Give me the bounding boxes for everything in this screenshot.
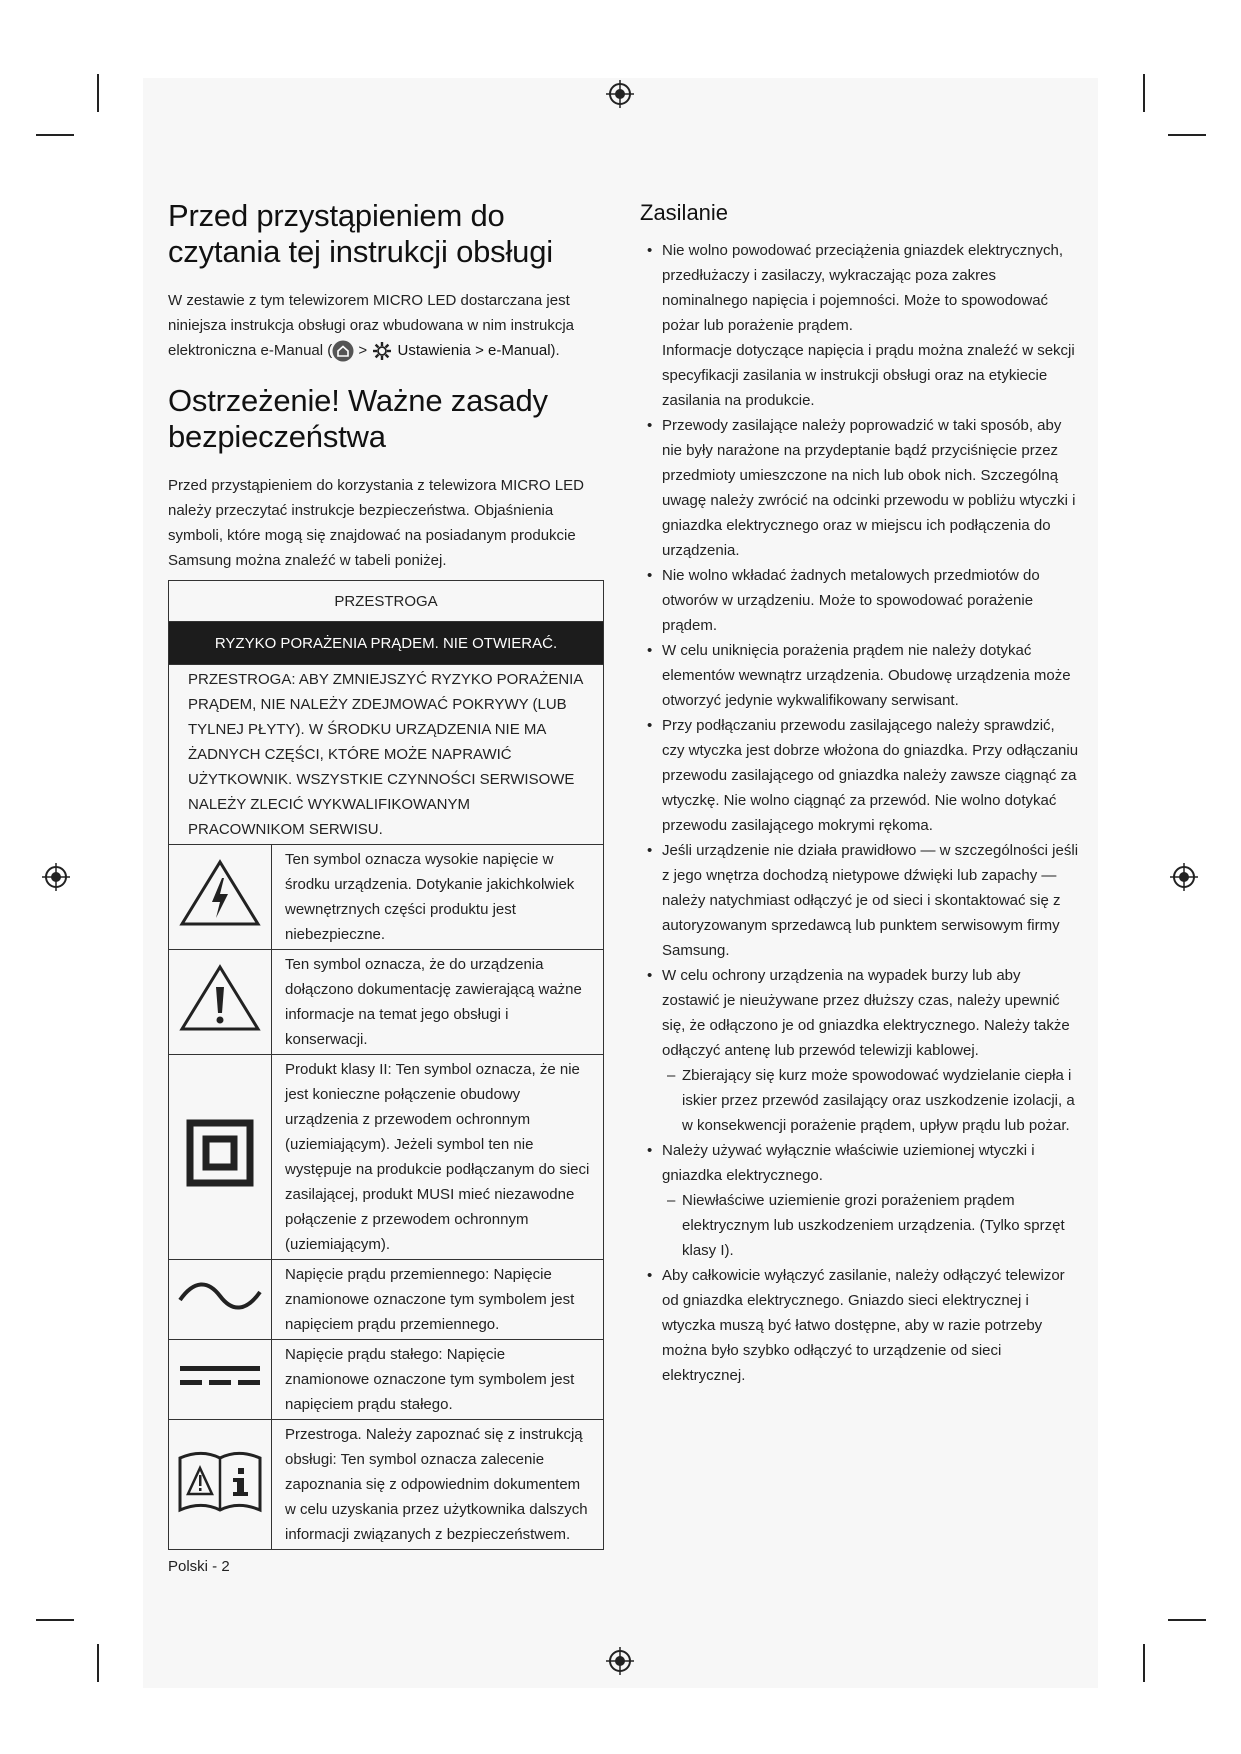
sub-list-item: – Zbierający się kurz może spowodować wydzielanie ciepła i iskier przez przewód zasilający oraz uszkodzenie izolacji, a w konsekwencji porażenie prądem, upływ prądu lub pożar. [662, 1063, 1080, 1138]
crop-mark [36, 134, 74, 136]
symbol-description: Produkt klasy II: Ten symbol oznacza, że nie jest konieczne połączenie obudowy urządzenia z przewodem ochronnym (uziemiającym). Jeżeli symbol ten nie występuje na produkcie podłączanym do sieci zasilającej, produkt MUSI mieć niezawodne połączenie z przewodem ochronnym (uziemiającym). [272, 1055, 604, 1260]
registration-mark-icon [1169, 862, 1199, 892]
home-icon [332, 340, 354, 362]
class-ii-icon [185, 1118, 255, 1188]
section-title-warning: Ostrzeżenie! Ważne zasady bezpieczeństwa [168, 383, 548, 454]
page-footer: Polski - 2 [168, 1558, 230, 1575]
high-voltage-icon [178, 858, 262, 928]
symbol-description: Przestroga. Należy zapoznać się z instrukcją obsługi: Ten symbol oznacza zalecenie zapoznania się z odpowiednim dokumentem w celu uzyskania przez użytkownika dalszych informacji związanych z bezpieczeństwem. [272, 1420, 604, 1550]
settings-path: Ustawienia > e-Manual [397, 342, 551, 359]
list-item: • Przewody zasilające należy poprowadzić w taki sposób, aby nie były narażone na przydeptanie bądź przyciśnięcie przez przedmioty umieszczone na nich lub obok nich. Szczególną uwagę należy zwrócić na odcinki przewodu w pobliżu wtyczki i gniazdka elektrycznego oraz w miejscu ich podłączenia do urządzenia. [640, 413, 1080, 563]
list-item: • Nie wolno powodować przeciążenia gniazdek elektrycznych, przedłużaczy i zasilaczy, wykraczając poza zakres nominalnego napięcia i pojemności. Może to spowodować pożar lub porażenie prądem. Informacje dotyczące napięcia i prądu można znaleźć w sekcji specyfikacji zasilania w instrukcji obsługi oraz na etykiecie zasilania na produkcie. [640, 238, 1080, 413]
symbol-description: Ten symbol oznacza, że do urządzenia dołączono dokumentację zawierającą ważne informacje na temat jego obsługi i konserwacji. [272, 950, 604, 1055]
ac-voltage-icon [176, 1278, 264, 1314]
crop-mark [1143, 74, 1145, 112]
gear-icon [371, 340, 393, 362]
right-column [640, 200, 1080, 1388]
crop-mark [97, 74, 99, 112]
list-item: • Aby całkowicie wyłączyć zasilanie, należy odłączyć telewizor od gniazdka elektrycznego. Gniazdo sieci elektrycznej i wtyczka muszą być łatwo dostępne, aby w razie potrzeby można było szybko odłączyć to urządzenie od sieci elektrycznej. [640, 1263, 1080, 1388]
crop-mark [1143, 1644, 1145, 1682]
symbol-description: Napięcie prądu przemiennego: Napięcie znamionowe oznaczone tym symbolem jest napięciem prądu przemiennego. [272, 1260, 604, 1340]
crop-mark [1168, 134, 1206, 136]
section-title-power: Zasilanie [640, 200, 729, 225]
page-title: Przed przystąpieniem do czytania tej instrukcji obsługi [168, 198, 553, 269]
list-item: • Jeśli urządzenie nie działa prawidłowo — w szczególności jeśli z jego wnętrza dochodzą nietypowe dźwięki lub zapachy — należy natychmiast odłączyć je od sieci i skontaktować się z autoryzowanym sprzedawcą lub punktem serwisowym firmy Samsung. [640, 838, 1080, 963]
power-safety-list [640, 238, 1080, 1388]
left-column [168, 198, 608, 573]
caution-text: PRZESTROGA: ABY ZMNIEJSZYĆ RYZYKO PORAŻENIA PRĄDEM, NIE NALEŻY ZDEJMOWAĆ POKRYWY (LUB TYLNEJ PŁYTY). W ŚRODKU URZĄDZENIA NIE MA ŻADNYCH CZĘŚCI, KTÓRE MOŻE NAPRAWIĆ UŻYTKOWNIK. WSZYSTKIE CZYNNOŚCI SERWISOWE NALEŻY ZLECIĆ WYKWALIFIKOWANYM PRACOWNIKOM SERWISU. [169, 665, 604, 845]
exclamation-triangle-icon [178, 963, 262, 1033]
sub-list-item: – Niewłaściwe uziemienie grozi porażeniem prądem elektrycznym lub uszkodzeniem urządzenia. (Tylko sprzęt klasy I). [662, 1188, 1080, 1263]
registration-mark-icon [41, 862, 71, 892]
symbol-description: Ten symbol oznacza wysokie napięcie w środku urządzenia. Dotykanie jakichkolwiek wewnętrznych części produktu jest niebezpieczne. [272, 845, 604, 950]
table-header-risk: RYZYKO PORAŻENIA PRĄDEM. NIE OTWIERAĆ. [169, 622, 604, 665]
list-item: • W celu uniknięcia porażenia prądem nie należy dotykać elementów wewnątrz urządzenia. Obudowę urządzenia może otworzyć jedynie wykwalifikowany serwisant. [640, 638, 1080, 713]
intro-paragraph: W zestawie z tym telewizorem MICRO LED dostarczana jest niniejsza instrukcja obsługi oraz wbudowana w nim instrukcja elektroniczna e-Manual ( > Ustawienia > e-Manual). [168, 288, 608, 363]
list-item: • Przy podłączaniu przewodu zasilającego należy sprawdzić, czy wtyczka jest dobrze włożona do gniazdka. Przy odłączaniu przewodu zasilającego od gniazdka należy zawsze ciągnąć za wtyczkę. Nie wolno ciągnąć za przewód. Nie wolno dotykać przewodu zasilającego mokrymi rękoma. [640, 713, 1080, 838]
dc-voltage-icon [176, 1358, 264, 1394]
list-item-note: Informacje dotyczące napięcia i prądu można znaleźć w sekcji specyfikacji zasilania w instrukcji obsługi oraz na etykiecie zasilania na produkcie. [662, 342, 1075, 409]
registration-mark-icon [605, 1646, 635, 1676]
registration-mark-icon [605, 79, 635, 109]
list-item: • W celu ochrony urządzenia na wypadek burzy lub aby zostawić je nieużywane przez dłuższy czas, należy upewnić się, że odłączono je od gniazdka elektrycznego. Należy także odłączyć antenę lub przewód telewizji kablowej. – Zbierający się kurz może spowodować wydzielanie ciepła i iskier przez przewód zasilający oraz uszkodzenie izolacji, a w konsekwencji porażenie prądem, upływ prądu lub pożar. [640, 963, 1080, 1138]
crop-mark [97, 1644, 99, 1682]
warning-intro: Przed przystąpieniem do korzystania z telewizora MICRO LED należy przeczytać instrukcje bezpieczeństwa. Objaśnienia symboli, które mogą się znajdować na posiadanym produkcie Samsung można znaleźć w tabeli poniżej. [168, 477, 584, 569]
list-item: • Nie wolno wkładać żadnych metalowych przedmiotów do otworów w urządzeniu. Może to spowodować porażenie prądem. [640, 563, 1080, 638]
read-manual-icon [176, 1448, 264, 1514]
intro-text: W zestawie z tym telewizorem MICRO LED dostarczana jest niniejsza instrukcja obsługi oraz wbudowana w nim instrukcja elektroniczna e-Manual ( [168, 292, 575, 359]
list-item: • Należy używać wyłącznie właściwie uziemionej wtyczki i gniazdka elektrycznego. – Niewłaściwe uziemienie grozi porażeniem prądem elektrycznym lub uszkodzeniem urządzenia. (Tylko sprzęt klasy I). [640, 1138, 1080, 1263]
symbol-description: Napięcie prądu stałego: Napięcie znamionowe oznaczone tym symbolem jest napięciem prądu stałego. [272, 1340, 604, 1420]
crop-mark [36, 1619, 74, 1621]
safety-symbols-table [168, 580, 604, 1550]
crop-mark [1168, 1619, 1206, 1621]
table-header-caution: PRZESTROGA [169, 581, 604, 622]
